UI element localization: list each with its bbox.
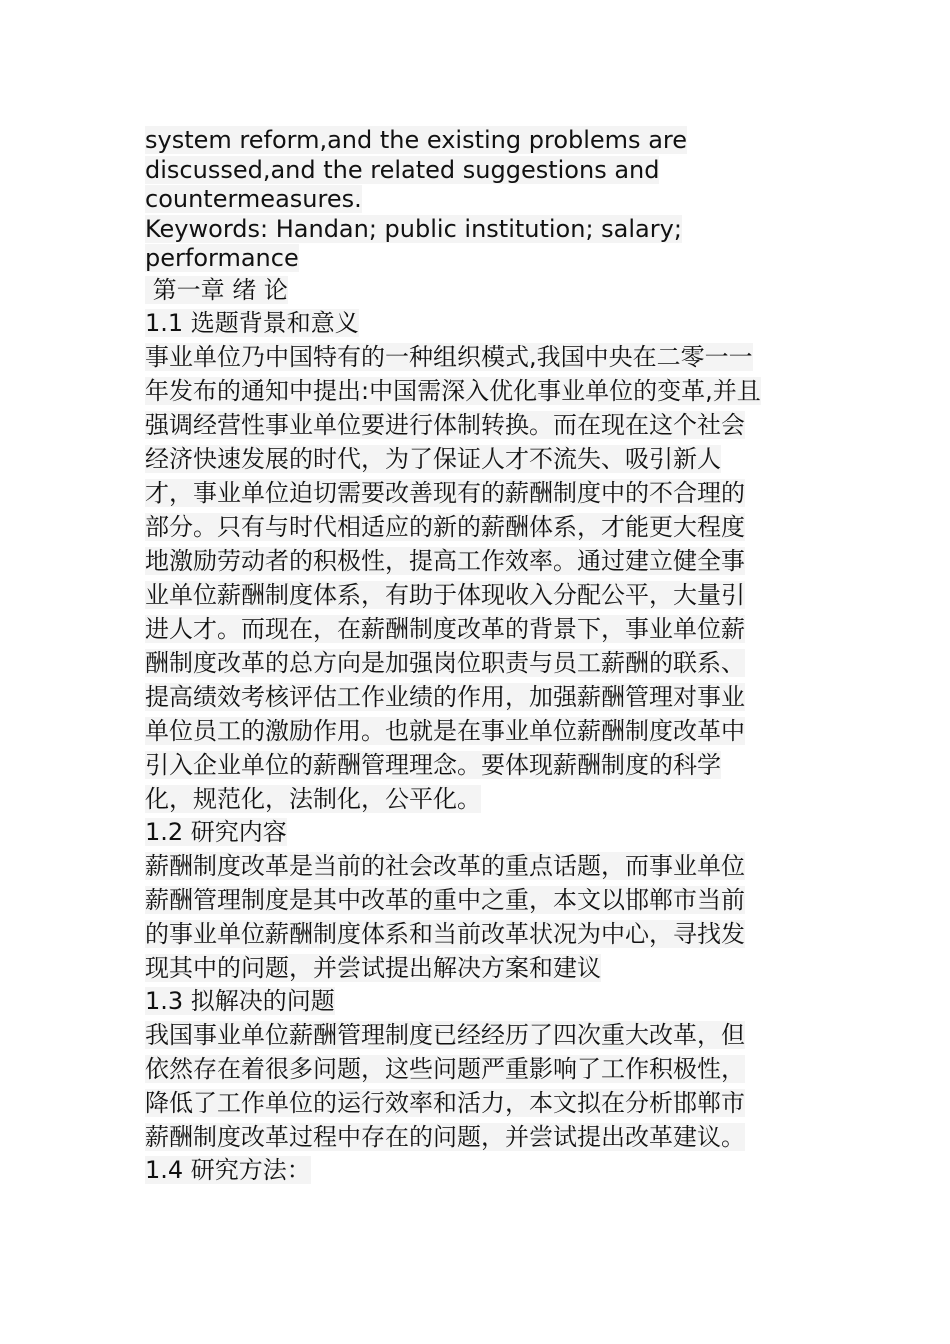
text-line: 降低了工作单位的运行效率和活力，本文拟在分析邯郸市 bbox=[145, 1088, 745, 1117]
text-line: 才，事业单位迫切需要改善现有的薪酬制度中的不合理的 bbox=[145, 478, 745, 507]
text-line: performance bbox=[145, 244, 299, 272]
section-1-4 bbox=[145, 1154, 805, 1187]
text-line: 薪酬制度改革过程中存在的问题，并尝试提出改革建议。 bbox=[145, 1122, 745, 1151]
keywords bbox=[145, 215, 805, 274]
text-line: 的事业单位薪酬制度体系和当前改革状况为中心，寻找发 bbox=[145, 919, 745, 948]
section-1-1 bbox=[145, 307, 805, 816]
text-line: Keywords: Handan; public institution; salary; bbox=[145, 214, 682, 243]
text-line: countermeasures. bbox=[145, 185, 362, 213]
section-1-3 bbox=[145, 985, 805, 1154]
chapter-title: 第一章 绪 论 bbox=[145, 275, 288, 304]
section-1-2 bbox=[145, 816, 805, 985]
text-line: 依然存在着很多问题，这些问题严重影响了工作积极性， bbox=[145, 1054, 745, 1083]
text-line: 薪酬制度改革是当前的社会改革的重点话题，而事业单位 bbox=[145, 851, 745, 880]
text-line: 地激励劳动者的积极性，提高工作效率。通过建立健全事 bbox=[145, 546, 745, 575]
text-line: 薪酬管理制度是其中改革的重中之重，本文以邯郸市当前 bbox=[145, 885, 745, 914]
text-line: 进人才。而现在，在薪酬制度改革的背景下，事业单位薪 bbox=[145, 614, 745, 643]
text-line: 经济快速发展的时代，为了保证人才不流失、吸引新人 bbox=[145, 444, 721, 473]
text-line: 化，规范化，法制化，公平化。 bbox=[145, 784, 481, 813]
text-line: 强调经营性事业单位要进行体制转换。而在现在这个社会 bbox=[145, 410, 745, 439]
text-line: 事业单位乃中国特有的一种组织模式,我国中央在二零一一 bbox=[145, 342, 753, 371]
text-line: 我国事业单位薪酬管理制度已经经历了四次重大改革，但 bbox=[145, 1020, 745, 1049]
text-line: 单位员工的激励作用。也就是在事业单位薪酬制度改革中 bbox=[145, 716, 745, 745]
text-line: 业单位薪酬制度体系，有助于体现收入分配公平，大量引 bbox=[145, 580, 745, 609]
text-line: 现其中的问题，并尝试提出解决方案和建议 bbox=[145, 953, 601, 982]
text-line: 酬制度改革的总方向是加强岗位职责与员工薪酬的联系、 bbox=[145, 648, 745, 677]
text-line: discussed,and the related suggestions and bbox=[145, 155, 660, 184]
text-line: 引入企业单位的薪酬管理理念。要体现薪酬制度的科学 bbox=[145, 750, 721, 779]
section-heading: 1.2 研究内容 bbox=[145, 817, 287, 846]
text-line: 提高绩效考核评估工作业绩的作用，加强薪酬管理对事业 bbox=[145, 682, 745, 711]
text-line: system reform,and the existing problems are bbox=[145, 126, 688, 154]
text-line: 部分。只有与时代相适应的新的薪酬体系，才能更大程度 bbox=[145, 512, 745, 541]
abstract-english bbox=[145, 126, 805, 215]
section-heading: 1.4 研究方法： bbox=[145, 1155, 311, 1184]
text-line: 年发布的通知中提出:中国需深入优化事业单位的变革,并且 bbox=[145, 376, 761, 405]
document-page bbox=[145, 126, 805, 1187]
section-heading: 1.1 选题背景和意义 bbox=[145, 308, 359, 337]
section-heading: 1.3 拟解决的问题 bbox=[145, 986, 335, 1015]
